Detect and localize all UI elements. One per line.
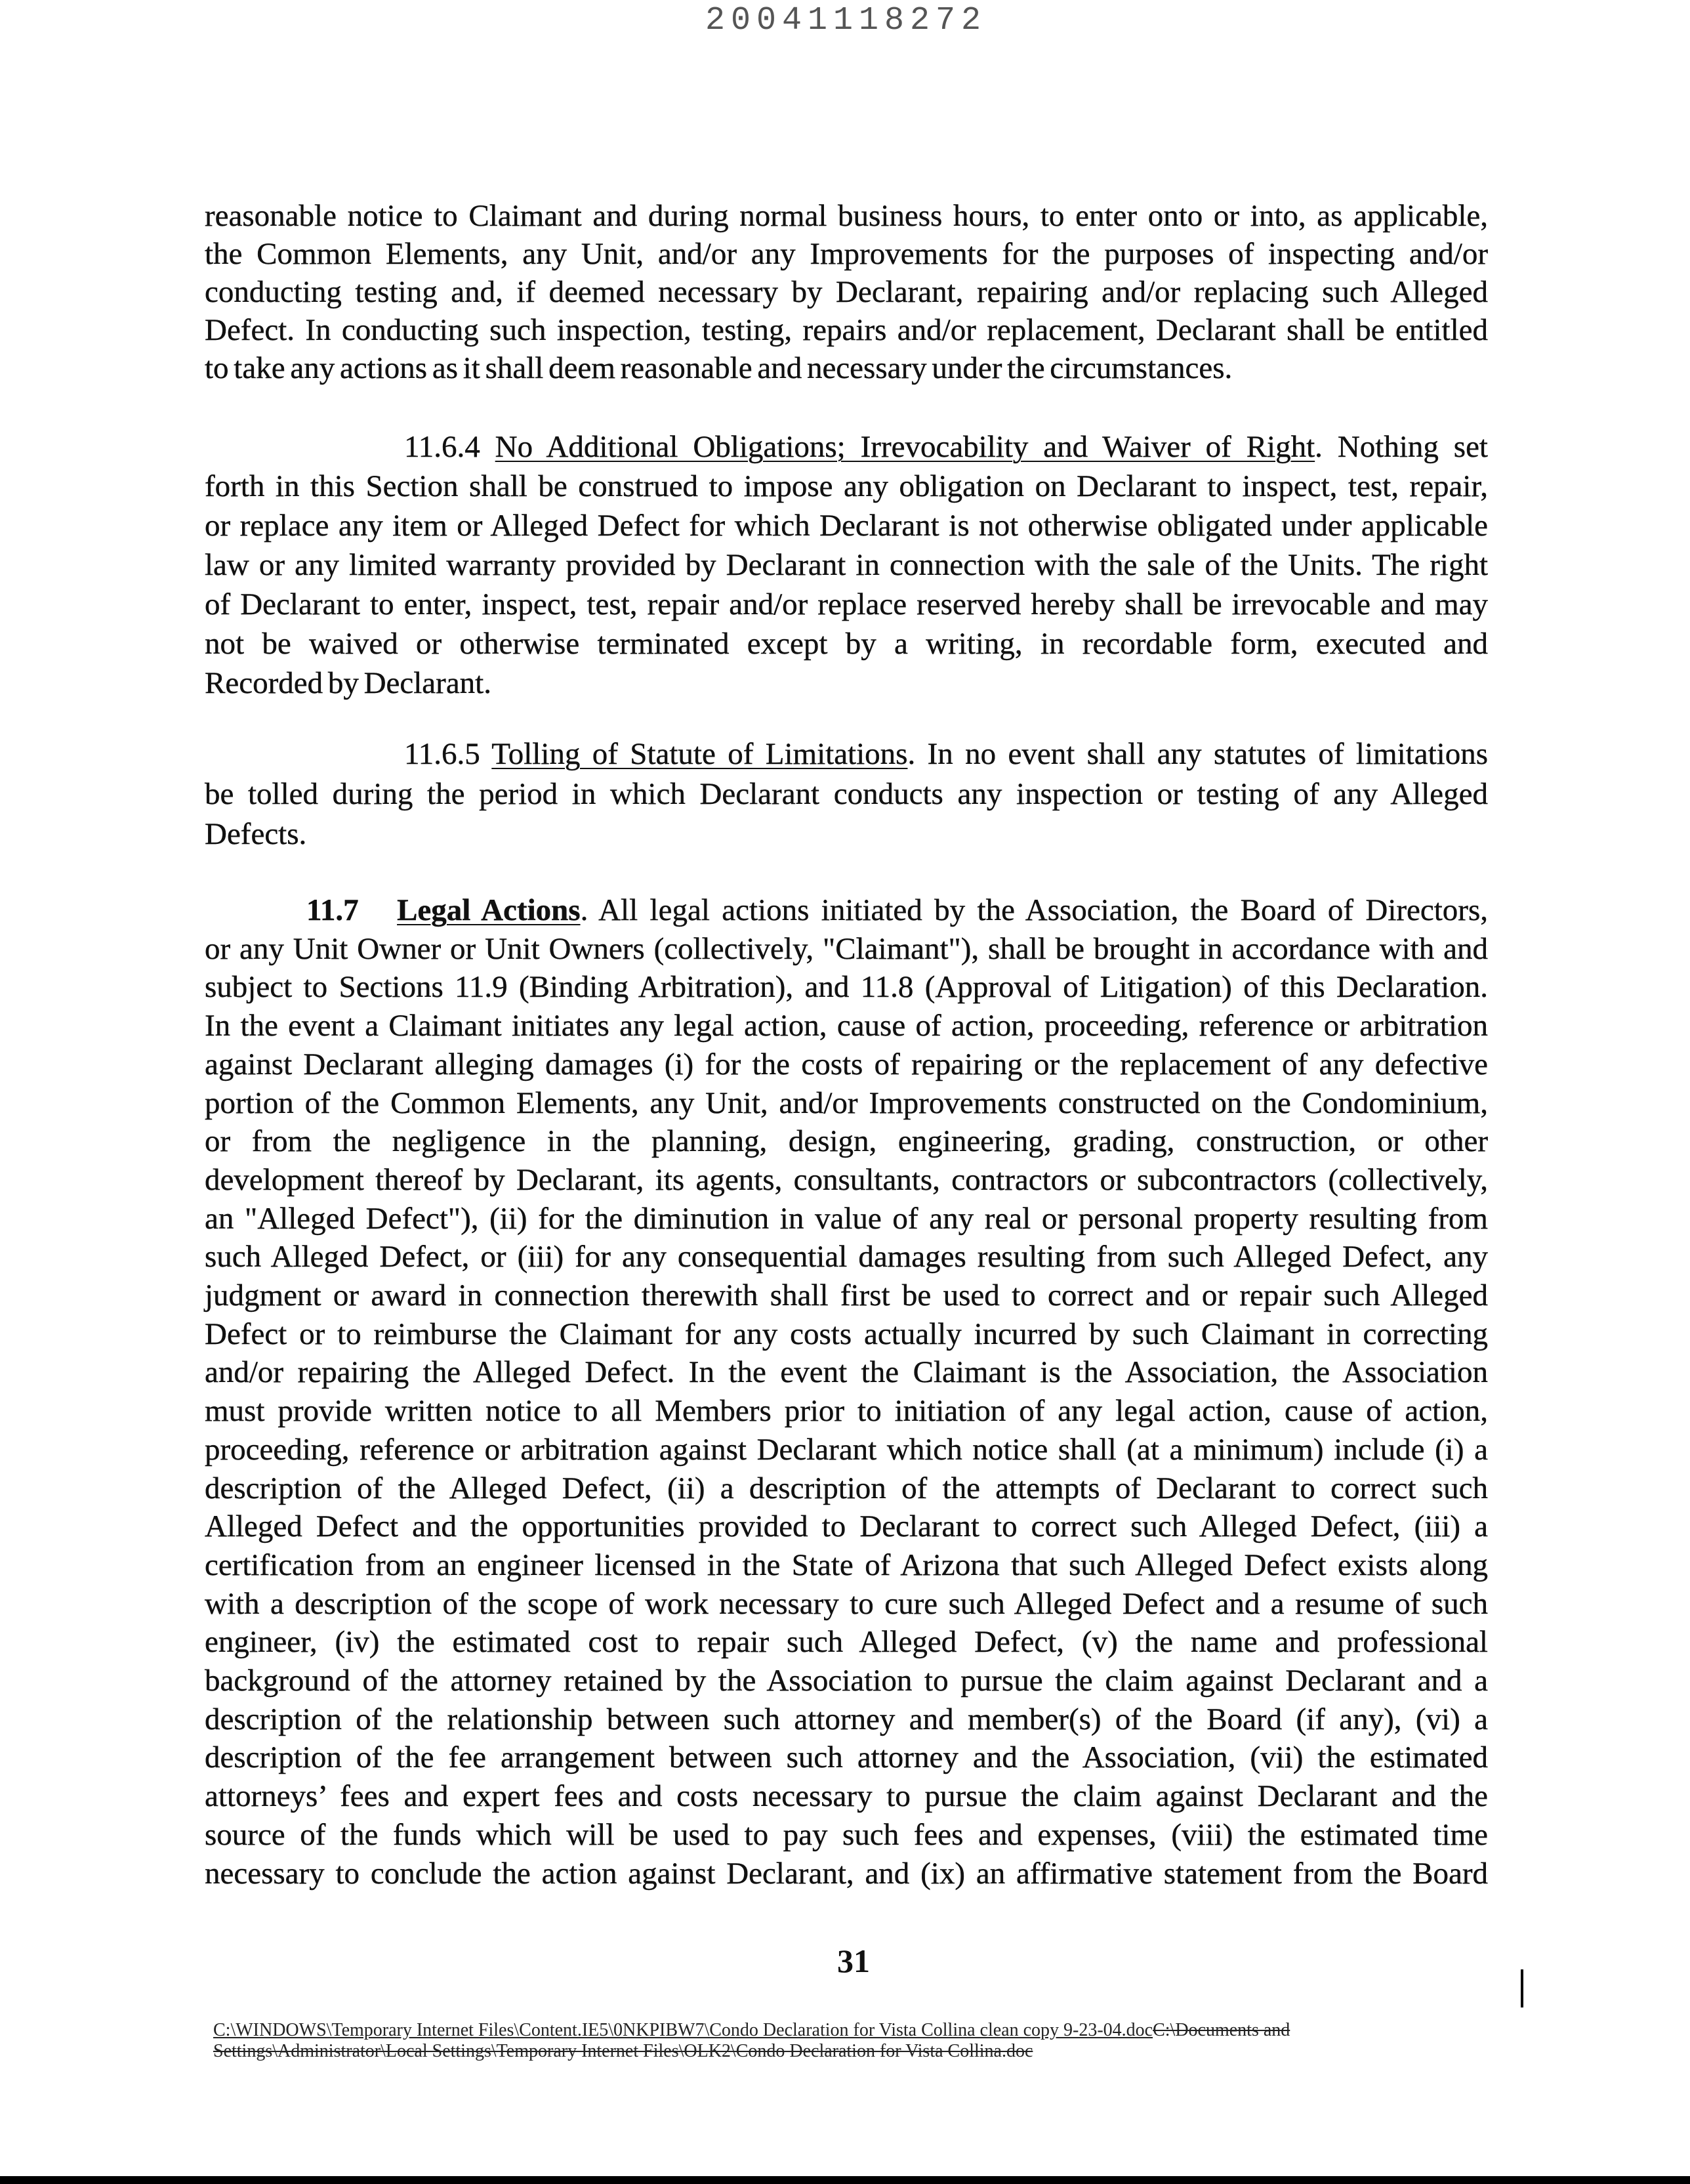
text-line: or replace any item or Alleged Defect for which Declarant is not otherwise obligated under applicable — [205, 509, 1488, 543]
text-line: to take any actions as it shall deem reasonable and necessary under the circumstances. — [205, 351, 1233, 385]
text-line: certification from an engineer licensed in the State of Arizona that such Alleged Defect exists along — [205, 1547, 1488, 1582]
text-line: necessary to conclude the action against Declarant, and (ix) an affirmative statement from the Board — [205, 1856, 1488, 1891]
text-line: against Declarant alleging damages (i) for the costs of repairing or the replacement of any defective — [205, 1047, 1488, 1082]
file-path-deleted-rest: Settings\Administrator\Local Settings\Temporary Internet Files\OLK2\Condo Declaration for Vista Collina.doc — [213, 2041, 1033, 2061]
text-line: not be waived or otherwise terminated except by a writing, in recordable form, executed and — [205, 627, 1488, 661]
section-11-6-4 — [205, 427, 1488, 703]
text-line: portion of the Common Elements, any Unit, and/or Improvements constructed on the Condominium, — [205, 1085, 1488, 1120]
text-line: must provide written notice to all Members prior to initiation of any legal action, cause of action, — [205, 1394, 1488, 1429]
revision-change-bar — [1521, 1969, 1523, 2007]
text-line: or from the negligence in the planning, design, engineering, grading, construction, or other — [205, 1124, 1488, 1159]
section-heading: Tolling of Statute of Limitations — [491, 737, 908, 771]
text-line: forth in this Section shall be construed to impose any obligation on Declarant to inspect, test, repair, — [205, 469, 1488, 503]
text-line: an "Alleged Defect"), (ii) for the diminution in value of any real or personal property resulting from — [205, 1201, 1488, 1236]
paragraph-continuation — [205, 197, 1488, 387]
section-number: 11.6.5 — [404, 737, 480, 771]
section-11-6-5 — [205, 734, 1488, 854]
text-line: source of the funds which will be used to pay such fees and expenses, (viii) the estimated time — [205, 1817, 1488, 1852]
section-heading-tail: . All legal actions initiated by the Association, the Board of Directors, — [580, 893, 1488, 927]
text-line: or any Unit Owner or Unit Owners (collectively, "Claimant"), shall be brought in accordance with and — [205, 931, 1488, 966]
section-heading-line — [205, 891, 1488, 930]
text-line: judgment or award in connection therewith shall first be used to correct and or repair such Alleged — [205, 1278, 1488, 1313]
text-line: engineer, (iv) the estimated cost to repair such Alleged Defect, (v) the name and professional — [205, 1625, 1488, 1660]
text-line: and/or repairing the Alleged Defect. In the event the Claimant is the Association, the Association — [205, 1355, 1488, 1390]
text-line: proceeding, reference or arbitration against Declarant which notice shall (at a minimum) include (i) a — [205, 1432, 1488, 1467]
text-line: of Declarant to enter, inspect, test, repair and/or replace reserved hereby shall be irrevocable and may — [205, 587, 1488, 621]
text-line: Defect or to reimburse the Claimant for any costs actually incurred by such Claimant in correcting — [205, 1316, 1488, 1351]
text-line: Alleged Defect and the opportunities provided to Declarant to correct such Alleged Defect, (iii) a — [205, 1509, 1488, 1544]
text-line: be tolled during the period in which Declarant conducts any inspection or testing of any Alleged — [205, 777, 1488, 811]
file-path-current: C:\WINDOWS\Temporary Internet Files\Content.IE5\0NKPIBW7\Condo Declaration for Vista Collina clean copy 9-23-04.doc — [213, 2020, 1153, 2040]
text-line: description of the relationship between such attorney and member(s) of the Board (if any), (vi) a — [205, 1702, 1488, 1736]
section-heading-tail: . In no event shall any statutes of limitations — [907, 737, 1488, 771]
document-number-stamp: 20041118272 — [705, 2, 987, 39]
text-line: description of the fee arrangement between such attorney and the Association, (vii) the estimated — [205, 1740, 1488, 1775]
page-number: 31 — [837, 1942, 870, 1979]
section-heading: No Additional Obligations; Irrevocability and Waiver of Right — [495, 430, 1315, 464]
text-line: law or any limited warranty provided by Declarant in connection with the sale of the Units. The right — [205, 548, 1488, 582]
text-line: with a description of the scope of work necessary to cure such Alleged Defect and a resume of such — [205, 1586, 1488, 1621]
section-11-7 — [205, 891, 1488, 1893]
text-line: such Alleged Defect, or (iii) for any consequential damages resulting from such Alleged Defect, any — [205, 1240, 1488, 1274]
section-heading-tail: . Nothing set — [1315, 430, 1488, 464]
text-line: description of the Alleged Defect, (ii) a description of the attempts of Declarant to correct such — [205, 1471, 1488, 1505]
text-line: conducting testing and, if deemed necessary by Declarant, repairing and/or replacing such Alleged — [205, 275, 1488, 309]
text-line: development thereof by Declarant, its agents, consultants, contractors or subcontractors (collectively, — [205, 1162, 1488, 1197]
text-line: attorneys’ fees and expert fees and costs necessary to pursue the claim against Declarant and the — [205, 1779, 1488, 1814]
text-line: In the event a Claimant initiates any legal action, cause of action, proceeding, reference or arbitration — [205, 1009, 1488, 1043]
section-heading: Legal Actions — [397, 893, 581, 927]
section-heading-line — [205, 427, 1488, 467]
text-line: Defects. — [205, 817, 307, 851]
section-number: 11.7 — [306, 893, 359, 927]
file-path-line-1 — [213, 2020, 1290, 2041]
text-line: subject to Sections 11.9 (Binding Arbitration), and 11.8 (Approval of Litigation) of this Declaration. — [205, 970, 1488, 1005]
text-line: Recorded by Declarant. — [205, 666, 491, 700]
section-heading-line — [205, 734, 1488, 774]
file-path-footer — [213, 2020, 1290, 2062]
text-line: background of the attorney retained by the Association to pursue the claim against Declarant and a — [205, 1664, 1488, 1698]
scan-edge-bottom — [0, 2176, 1690, 2184]
file-path-deleted-start: C:\Documents and — [1153, 2020, 1290, 2040]
text-line: reasonable notice to Claimant and during normal business hours, to enter onto or into, as applicable, — [205, 199, 1488, 233]
section-number: 11.6.4 — [404, 430, 480, 464]
text-line: the Common Elements, any Unit, and/or any Improvements for the purposes of inspecting and/or — [205, 237, 1488, 271]
text-line: Defect. In conducting such inspection, testing, repairs and/or replacement, Declarant shall be entitled — [205, 313, 1488, 347]
file-path-line-2 — [213, 2041, 1290, 2062]
